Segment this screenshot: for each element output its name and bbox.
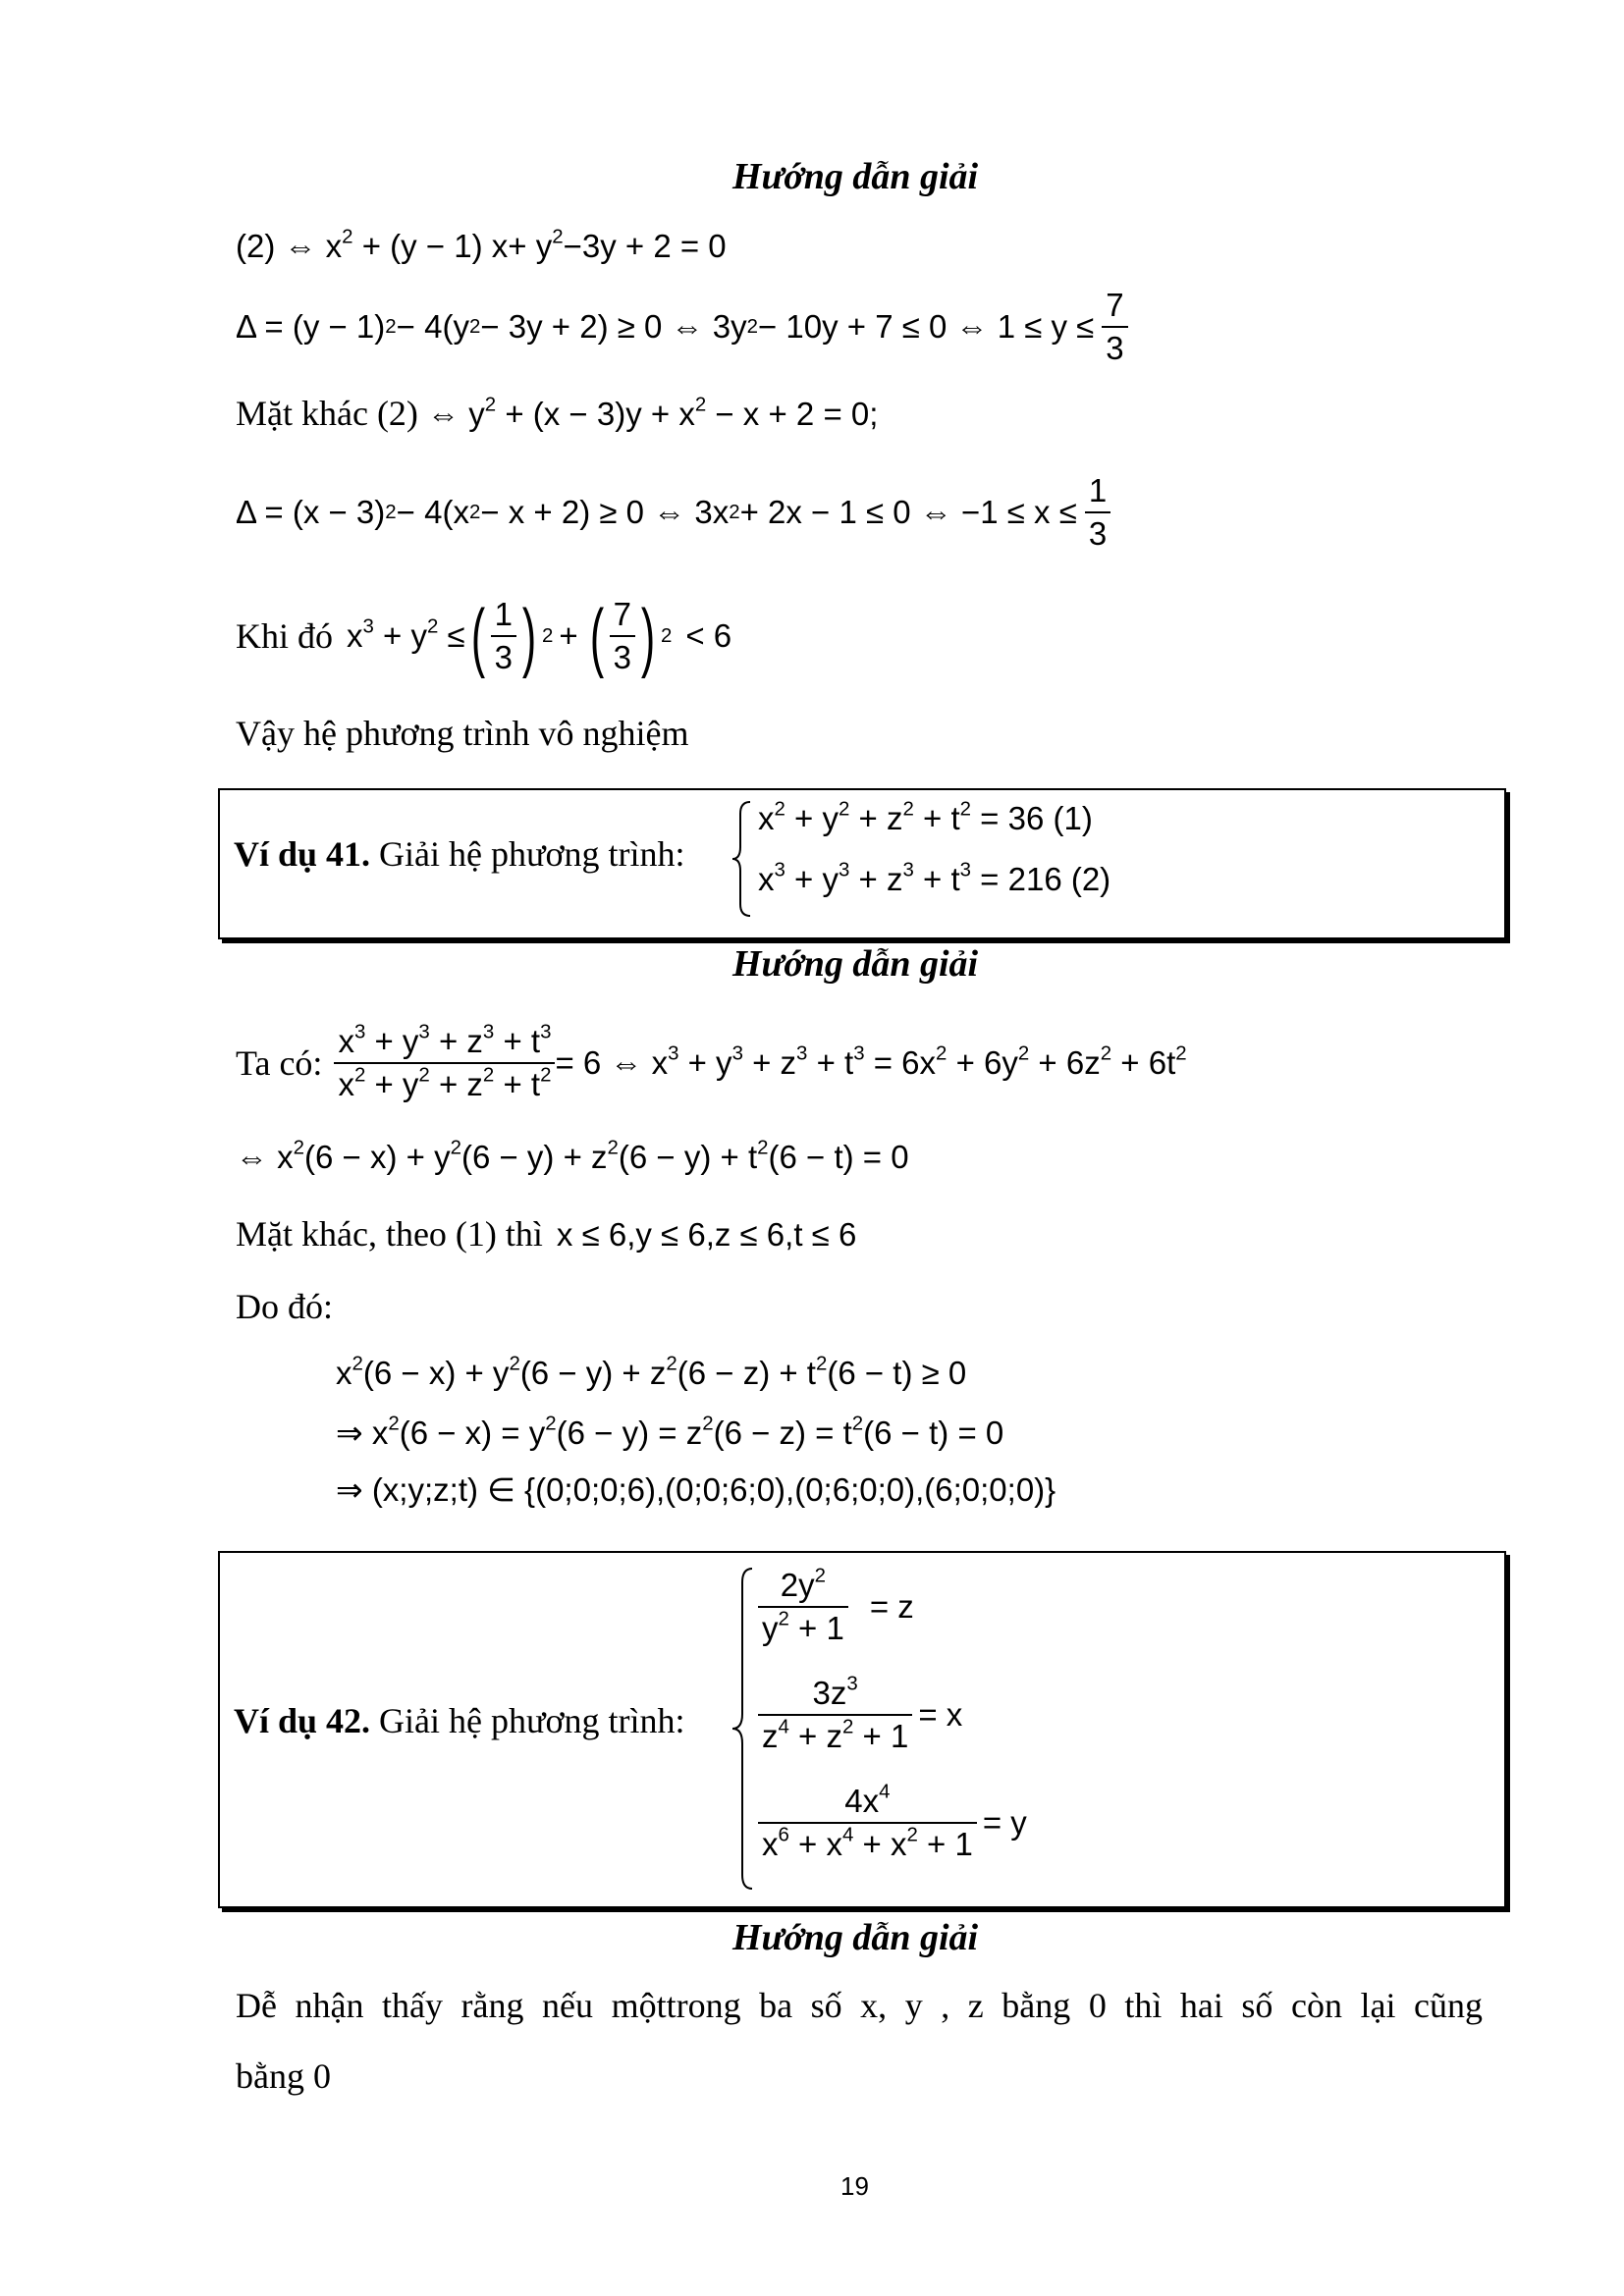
paragraph-line-2: bằng 0 [236, 2056, 331, 2096]
example-41-label: Ví dụ 41. Giải hệ phương trình: [234, 834, 685, 874]
fraction-1-3: $\frac{1}{3}$ [1085, 472, 1110, 553]
factored-equation: ⇔ $x^2(6 - x) + y^2(6 - y) + z^2(6 - y) + t^2(6 - t) = 0$ [236, 1136, 909, 1175]
discriminant-y: Δ = (y − 1) 2 − 4(y 2 − 3y + 2) ≥ 0 ⇔ 3y 2 − 10y + 7 ≤ 0 ⇔ 1 ≤ y ≤ $\frac{7}{3}$ [236, 283, 1128, 371]
page-number: 19 [840, 2171, 869, 2201]
equality-zero: ⇒ $x^2(6 - x) = y^2(6 - y) = z^2(6 - z) = t^2(6 - t) = 0$ [336, 1412, 1004, 1451]
bounds-from-1: Mặt khác, theo (1) thì x ≤ 6,y ≤ 6,z ≤ 6,t ≤ 6 [236, 1214, 857, 1254]
ratio-equation: Ta có: $\frac{x^3 + y^3 + z^3 + t^3}{x^2 + y^2 + z^2 + t^2}$ = 6 ⇔ $x^3 + y^3 + z^3 + t^3 = 6x^2 + 6y^2 + 6z^2 + 6t^2$ [236, 1020, 1187, 1102]
therefore-label: Do đó: [236, 1287, 333, 1326]
discriminant-x: Δ = (x − 3) 2 − 4(x 2 − x + 2) ≥ 0 ⇔ 3x 2 + 2x − 1 ≤ 0 ⇔ −1 ≤ x ≤ $\frac{1}{3}$ [236, 467, 1110, 558]
system42-row-1: $\frac{2y^2}{y^2 + 1}$ = z [758, 1567, 914, 1647]
conclusion-no-solution: Vậy hệ phương trình vô nghiệm [236, 714, 689, 753]
bound-estimate: Khi đó $x^3 + y^2$ ≤ ( $\frac{1}{3}$ ) 2 + ( $\frac{7}{3}$ ) 2 < 6 [236, 593, 732, 679]
solution-set: ⇒ (x;y;z;t) ∈ {(0;0;0;6),(0;0;6;0),(0;6;0;0),(6;0;0;0)} [336, 1471, 1056, 1508]
paragraph-line-1: Dễ nhận thấy rằng nếu mộttrong ba số x, y , z bằng 0 thì hai số còn lại cũng [236, 1986, 1483, 2025]
equation-2-rewrite: (2) ⇔ $x^2 + (y - 1)$ $x+ y^2-3y + 2 = 0$ [236, 225, 727, 264]
equation-2-in-y: Mặt khác (2) ⇔ $y^2 + (x - 3)y + x^2 - x + 2 = 0$; [236, 393, 879, 433]
system42-row-3: $\frac{4x^4}{x^6 + x^4 + x^2 + 1}$ = y [758, 1783, 1027, 1863]
ratio-fraction: $\frac{x^3 + y^3 + z^3 + t^3}{x^2 + y^2 + z^2 + t^2}$ [334, 1023, 555, 1103]
example-42-label: Ví dụ 42. Giải hệ phương trình: [234, 1701, 685, 1740]
inequality-nonnegative: $x^2(6 - x) + y^2(6 - y) + z^2(6 - z) + t^2(6 - t) \ge 0$ [336, 1352, 967, 1391]
left-brace-icon [731, 800, 754, 918]
system-equation-2: $x^3 + y^3 + z^3 + t^3 = 216$ (2) [758, 858, 1111, 897]
solution-heading-41: Hướng dẫn giải [732, 943, 979, 985]
system42-row-2: $\frac{3z^3}{z^4 + z^2 + 1}$ = x [758, 1675, 962, 1755]
fraction-7-3: $\frac{7}{3}$ [1102, 287, 1127, 367]
example-42-box [218, 1551, 1506, 1908]
solution-heading: Hướng dẫn giải [732, 156, 979, 197]
solution-heading-42: Hướng dẫn giải [732, 1917, 979, 1958]
example-41-box [218, 788, 1506, 939]
left-brace-icon [731, 1567, 756, 1891]
system-equation-1: $x^2 + y^2 + z^2 + t^2 = 36$ (1) [758, 797, 1093, 836]
